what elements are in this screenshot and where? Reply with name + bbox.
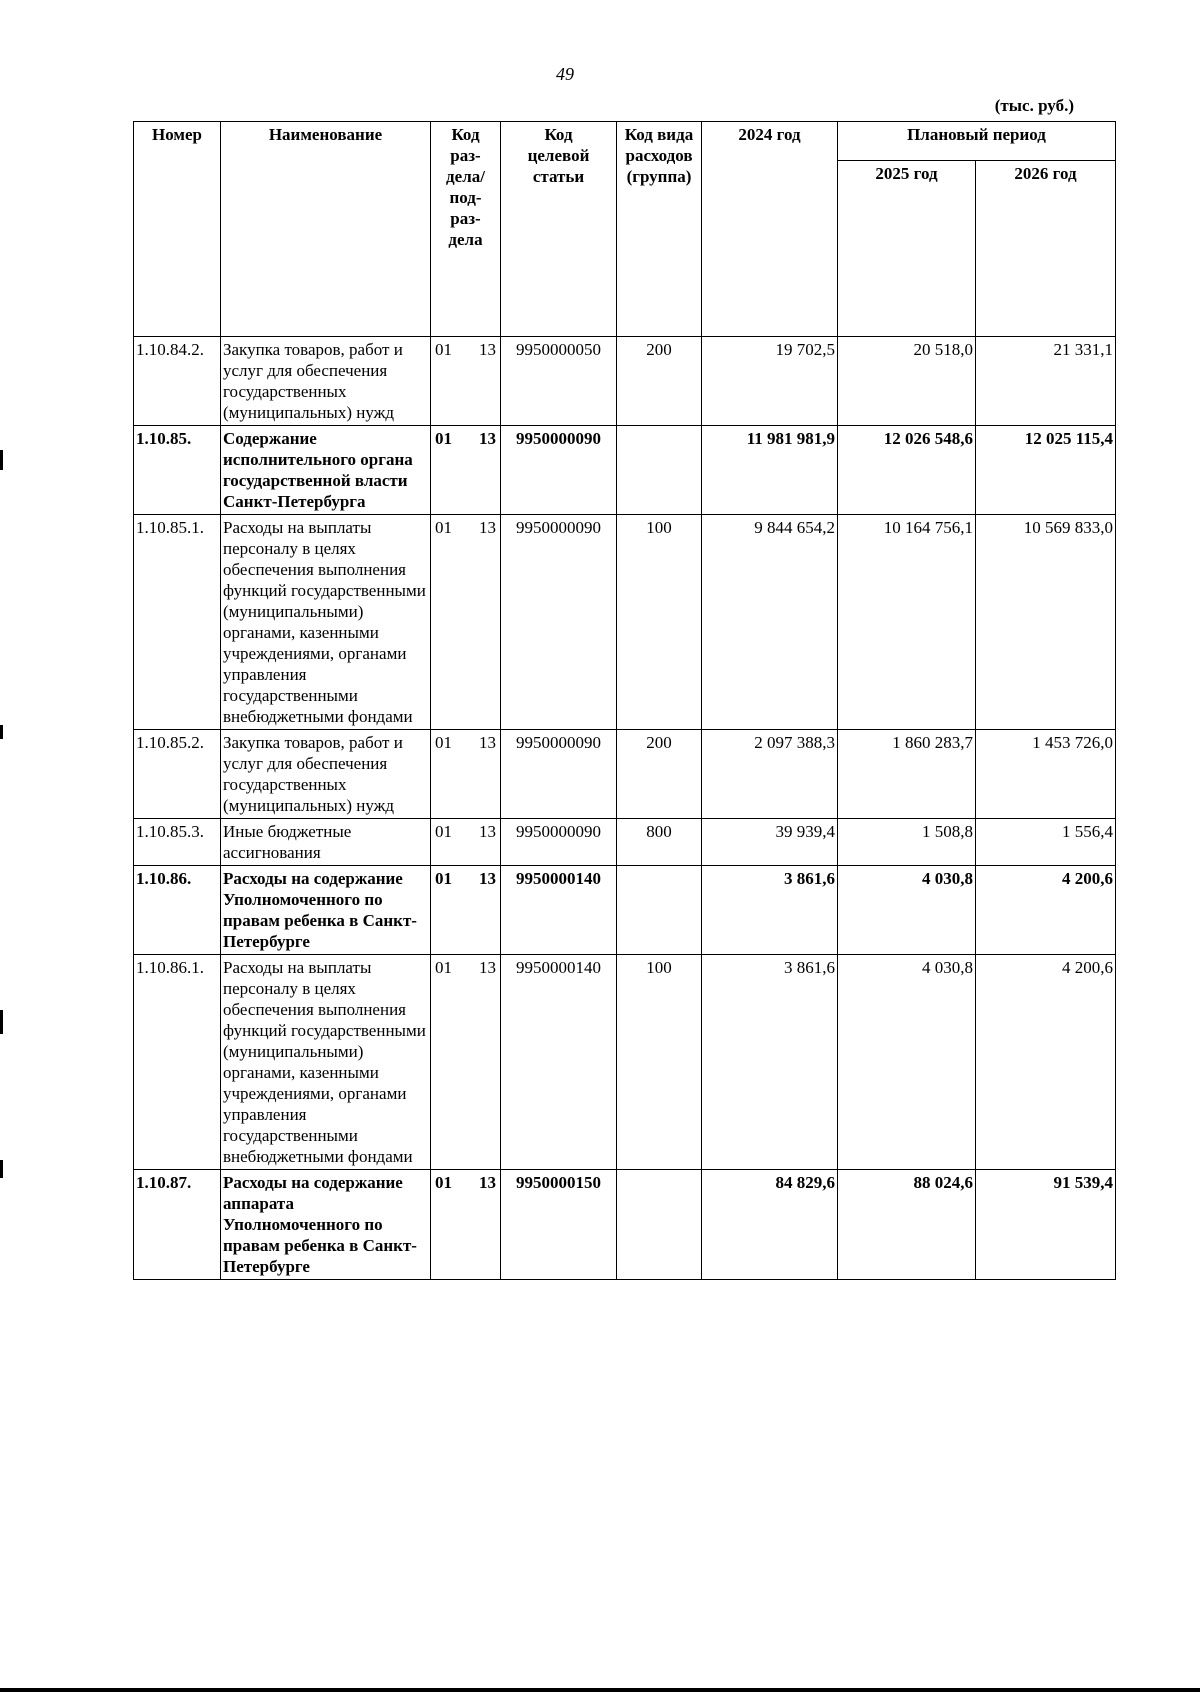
cell-number: 1.10.84.2. xyxy=(134,337,221,426)
cell-section-code xyxy=(431,955,501,1170)
cell-target-code: 9950000090 xyxy=(501,730,617,819)
cell-name: Расходы на содержание Уполномоченного по правам ребенка в Санкт-Петербурге xyxy=(221,866,431,955)
section-code: 01 xyxy=(435,822,452,841)
cell-section-code xyxy=(431,730,501,819)
section-code: 01 xyxy=(435,340,452,359)
subsection-code: 13 xyxy=(479,822,496,841)
section-code-pair xyxy=(433,339,498,360)
cell-section-code xyxy=(431,426,501,515)
subsection-code: 13 xyxy=(479,518,496,537)
header-name: Наименование xyxy=(221,122,431,337)
cell-expense-type: 200 xyxy=(617,337,702,426)
header-target-code-text: Код целевой статьи xyxy=(527,125,590,186)
cell-section-code xyxy=(431,515,501,730)
cell-2026: 4 200,6 xyxy=(976,955,1116,1170)
cell-section-code xyxy=(431,866,501,955)
cell-2024: 19 702,5 xyxy=(702,337,838,426)
table-row xyxy=(134,515,1116,730)
cell-number: 1.10.85.1. xyxy=(134,515,221,730)
cell-2025: 1 860 283,7 xyxy=(838,730,976,819)
header-number: Номер xyxy=(134,122,221,337)
cell-target-code: 9950000090 xyxy=(501,819,617,866)
cell-2025: 12 026 548,6 xyxy=(838,426,976,515)
header-expense-type-text: Код вида расходов (группа) xyxy=(624,125,694,186)
cell-name: Расходы на выплаты персоналу в целях обеспечения выполнения функций государственными (муниципальными) органами, казенными учреждениями, органами управления государственными внебюджетными фондами xyxy=(221,955,431,1170)
cell-2026: 10 569 833,0 xyxy=(976,515,1116,730)
cell-number: 1.10.85.3. xyxy=(134,819,221,866)
cell-2025: 88 024,6 xyxy=(838,1170,976,1280)
table-body xyxy=(134,337,1116,1280)
cell-number: 1.10.86.1. xyxy=(134,955,221,1170)
subsection-code: 13 xyxy=(479,958,496,977)
cell-2024: 9 844 654,2 xyxy=(702,515,838,730)
section-code: 01 xyxy=(435,869,452,888)
cell-2026: 4 200,6 xyxy=(976,866,1116,955)
subsection-code: 13 xyxy=(479,340,496,359)
cell-2025: 4 030,8 xyxy=(838,955,976,1170)
table-row xyxy=(134,1170,1116,1280)
cell-2026: 21 331,1 xyxy=(976,337,1116,426)
table-row xyxy=(134,730,1116,819)
cell-2026: 1 453 726,0 xyxy=(976,730,1116,819)
cell-expense-type: 100 xyxy=(617,515,702,730)
subsection-code: 13 xyxy=(479,1173,496,1192)
cell-target-code: 9950000140 xyxy=(501,866,617,955)
cell-2025: 10 164 756,1 xyxy=(838,515,976,730)
cell-section-code xyxy=(431,1170,501,1280)
cell-target-code: 9950000090 xyxy=(501,426,617,515)
left-edge-mark xyxy=(0,725,3,739)
cell-expense-type xyxy=(617,866,702,955)
section-code-pair xyxy=(433,868,498,889)
cell-target-code: 9950000140 xyxy=(501,955,617,1170)
subsection-code: 13 xyxy=(479,733,496,752)
cell-2025: 20 518,0 xyxy=(838,337,976,426)
cell-2024: 3 861,6 xyxy=(702,866,838,955)
section-code-pair xyxy=(433,732,498,753)
table-row xyxy=(134,337,1116,426)
section-code: 01 xyxy=(435,1173,452,1192)
cell-name: Расходы на содержание аппарата Уполномоченного по правам ребенка в Санкт-Петербурге xyxy=(221,1170,431,1280)
cell-expense-type: 100 xyxy=(617,955,702,1170)
cell-section-code xyxy=(431,337,501,426)
cell-2024: 2 097 388,3 xyxy=(702,730,838,819)
cell-2024: 3 861,6 xyxy=(702,955,838,1170)
section-code: 01 xyxy=(435,958,452,977)
budget-table xyxy=(133,121,1116,1280)
subsection-code: 13 xyxy=(479,429,496,448)
header-section-code-text: Код раз- дела/ под- раз- дела xyxy=(446,125,485,249)
cell-expense-type xyxy=(617,1170,702,1280)
table-row xyxy=(134,426,1116,515)
header-section-code xyxy=(431,122,501,337)
cell-2025: 1 508,8 xyxy=(838,819,976,866)
section-code-pair xyxy=(433,1172,498,1193)
section-code-pair xyxy=(433,957,498,978)
cell-target-code: 9950000150 xyxy=(501,1170,617,1280)
cell-2024: 11 981 981,9 xyxy=(702,426,838,515)
section-code: 01 xyxy=(435,518,452,537)
cell-expense-type: 800 xyxy=(617,819,702,866)
section-code-pair xyxy=(433,517,498,538)
cell-number: 1.10.85.2. xyxy=(134,730,221,819)
table-row xyxy=(134,866,1116,955)
left-edge-mark xyxy=(0,1160,3,1178)
page-number: 49 xyxy=(556,64,574,84)
cell-name: Закупка товаров, работ и услуг для обеспечения государственных (муниципальных) нужд xyxy=(221,337,431,426)
header-planned-period: Плановый период xyxy=(838,122,1116,161)
table-row xyxy=(134,819,1116,866)
cell-target-code: 9950000050 xyxy=(501,337,617,426)
cell-number: 1.10.86. xyxy=(134,866,221,955)
cell-2026: 1 556,4 xyxy=(976,819,1116,866)
cell-number: 1.10.85. xyxy=(134,426,221,515)
section-code: 01 xyxy=(435,733,452,752)
cell-2024: 39 939,4 xyxy=(702,819,838,866)
units-label: (тыс. руб.) xyxy=(994,96,1074,115)
header-year-2026: 2026 год xyxy=(976,161,1116,337)
cell-name: Содержание исполнительного органа государственной власти Санкт-Петербурга xyxy=(221,426,431,515)
left-edge-mark xyxy=(0,450,3,470)
cell-name: Иные бюджетные ассигнования xyxy=(221,819,431,866)
cell-2024: 84 829,6 xyxy=(702,1170,838,1280)
cell-2026: 91 539,4 xyxy=(976,1170,1116,1280)
bottom-scan-rule xyxy=(0,1688,1200,1692)
section-code: 01 xyxy=(435,429,452,448)
cell-expense-type: 200 xyxy=(617,730,702,819)
cell-expense-type xyxy=(617,426,702,515)
section-code-pair xyxy=(433,428,498,449)
left-edge-mark xyxy=(0,1010,3,1034)
cell-name: Закупка товаров, работ и услуг для обеспечения государственных (муниципальных) нужд xyxy=(221,730,431,819)
subsection-code: 13 xyxy=(479,869,496,888)
header-year-2024: 2024 год xyxy=(702,122,838,337)
table-row xyxy=(134,955,1116,1170)
cell-name: Расходы на выплаты персоналу в целях обеспечения выполнения функций государственными (муниципальными) органами, казенными учреждениями, органами управления государственными внебюджетными фондами xyxy=(221,515,431,730)
cell-2026: 12 025 115,4 xyxy=(976,426,1116,515)
header-expense-type xyxy=(617,122,702,337)
cell-section-code xyxy=(431,819,501,866)
header-target-code xyxy=(501,122,617,337)
section-code-pair xyxy=(433,821,498,842)
cell-target-code: 9950000090 xyxy=(501,515,617,730)
cell-number: 1.10.87. xyxy=(134,1170,221,1280)
cell-2025: 4 030,8 xyxy=(838,866,976,955)
header-year-2025: 2025 год xyxy=(838,161,976,337)
